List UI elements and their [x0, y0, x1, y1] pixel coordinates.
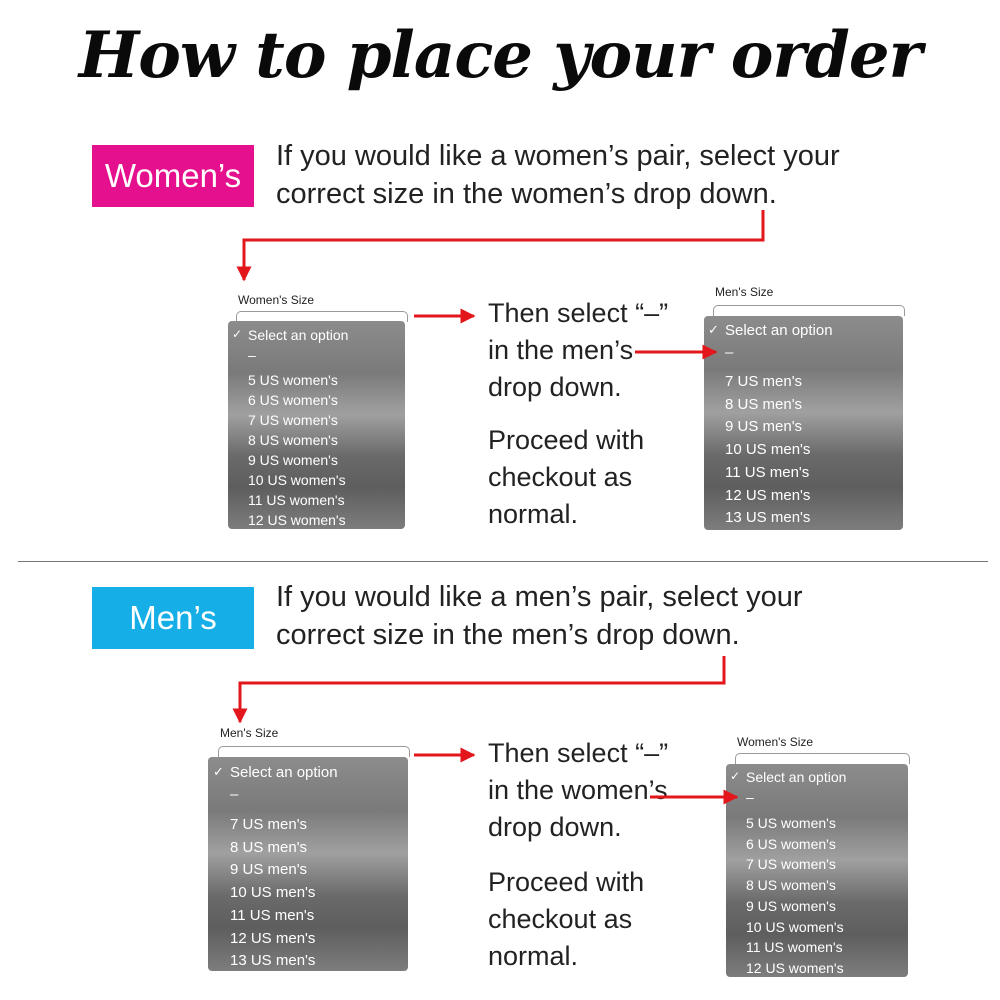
dropdown-option[interactable] [725, 344, 733, 361]
arrow-icon [240, 656, 724, 722]
proceed-line: normal. [488, 499, 579, 529]
dropdown-option-selected[interactable] [708, 322, 833, 339]
dropdown-option[interactable] [248, 432, 338, 448]
dropdown-option[interactable] [230, 884, 315, 901]
mens-instruction [276, 578, 803, 654]
dropdown-option[interactable] [248, 492, 345, 508]
dropdown-option-label: 10 US women's [248, 472, 346, 488]
dropdown-option[interactable] [725, 464, 809, 481]
proceed-line: Proceed with [488, 425, 645, 455]
dropdown-option-label: 13 US men's [725, 509, 811, 527]
womens-instruction [276, 137, 840, 213]
proceed-line: checkout as [488, 904, 633, 934]
dropdown-option[interactable] [230, 952, 315, 969]
mens-size-label: Men's Size [220, 726, 279, 740]
dropdown-option-label: Select an option [725, 322, 833, 339]
dropdown-option[interactable] [230, 907, 314, 924]
mens-badge: Men’s [92, 587, 254, 649]
checkmark-icon: ✓ [213, 764, 224, 779]
dropdown-option-label: 7 US men's [230, 816, 308, 833]
then-line: drop down. [488, 812, 622, 842]
then-line: Then select “–” [488, 298, 669, 328]
dropdown-option-label: 8 US women's [746, 877, 836, 894]
dropdown-option-label: 10 US women's [746, 918, 844, 935]
dropdown-option[interactable] [248, 512, 346, 528]
dropdown-option-label: 9 US women's [746, 897, 836, 914]
womens-size-dropdown-list[interactable] [726, 764, 908, 977]
proceed-line: Proceed with [488, 867, 645, 897]
womens-size-dropdown-list[interactable] [228, 321, 405, 529]
dropdown-option[interactable] [248, 472, 346, 488]
dropdown-option-label: 8 US women's [248, 432, 338, 448]
dropdown-option[interactable] [746, 939, 843, 955]
dropdown-option-selected[interactable] [730, 769, 847, 785]
dropdown-option-label: 13 US men's [230, 952, 316, 970]
dropdown-option[interactable] [725, 487, 810, 504]
dropdown-option-label: – [725, 344, 734, 361]
dropdown-option-label: – [746, 789, 754, 805]
dropdown-option[interactable] [746, 877, 836, 893]
dropdown-option-label: 7 US men's [725, 373, 803, 390]
dropdown-option-label: 9 US women's [248, 452, 338, 468]
dropdown-option[interactable] [725, 509, 810, 526]
dropdown-option[interactable] [248, 372, 338, 388]
dropdown-option-label: 5 US women's [746, 815, 836, 831]
dropdown-option-label: 11 US men's [230, 906, 315, 924]
dropdown-option-label: 5 US women's [248, 372, 338, 388]
instruction-line: If you would like a men’s pair, select your [276, 581, 803, 613]
mens-size-dropdown-list[interactable] [208, 757, 408, 971]
dropdown-option-label: 7 US women's [746, 856, 836, 873]
section-divider [18, 561, 988, 562]
dropdown-option-label: 12 US women's [746, 959, 844, 976]
womens-proceed-text [488, 422, 644, 533]
mens-size-dropdown-list[interactable] [704, 316, 903, 530]
dropdown-option-label: 9 US men's [230, 861, 308, 879]
dropdown-option-label: Select an option [248, 327, 349, 343]
instruction-line: correct size in the women’s drop down. [276, 178, 777, 210]
dropdown-option-selected[interactable] [232, 327, 349, 343]
dropdown-option-label: 11 US women's [746, 939, 843, 956]
dropdown-option[interactable] [746, 960, 844, 976]
dropdown-option-label: 12 US women's [248, 512, 346, 528]
dropdown-option[interactable] [248, 347, 256, 363]
dropdown-option[interactable] [230, 816, 307, 833]
womens-size-label: Women's Size [238, 293, 315, 307]
dropdown-option[interactable] [230, 786, 238, 803]
instruction-line: If you would like a women’s pair, select your [276, 140, 840, 172]
womens-size-select[interactable] [735, 753, 910, 764]
dropdown-option[interactable] [746, 898, 836, 914]
dropdown-option[interactable] [248, 412, 338, 428]
proceed-line: checkout as [488, 462, 633, 492]
womens-badge: Women’s [92, 145, 254, 207]
then-line: Then select “–” [488, 738, 669, 768]
dropdown-option[interactable] [248, 392, 338, 408]
dropdown-option-label: 8 US men's [725, 395, 803, 413]
dropdown-option-selected[interactable] [213, 764, 338, 781]
mens-size-select[interactable] [218, 746, 410, 757]
proceed-line: normal. [488, 941, 579, 971]
dropdown-option-label: 12 US men's [230, 929, 316, 947]
dropdown-option[interactable] [746, 789, 754, 805]
dropdown-option-label: – [248, 347, 256, 363]
dropdown-option-label: Select an option [746, 769, 847, 785]
dropdown-option[interactable] [230, 861, 307, 878]
page-title: How to place your order [78, 18, 922, 93]
dropdown-option-label: 6 US women's [248, 392, 338, 408]
dropdown-option[interactable] [230, 839, 307, 856]
checkmark-icon: ✓ [730, 769, 741, 783]
dropdown-option-label: 10 US men's [230, 884, 316, 902]
checkmark-icon: ✓ [708, 322, 719, 337]
dropdown-option[interactable] [746, 856, 836, 872]
dropdown-option[interactable] [746, 836, 836, 852]
arrow-icon [244, 210, 763, 280]
instruction-line: correct size in the men’s drop down. [276, 619, 740, 651]
mens-size-select[interactable] [713, 305, 905, 316]
dropdown-option-label: 8 US men's [230, 838, 308, 856]
dropdown-option-label: 11 US men's [725, 463, 810, 481]
dropdown-option[interactable] [725, 396, 802, 413]
dropdown-option[interactable] [725, 373, 802, 390]
dropdown-option-label: 11 US women's [248, 492, 345, 508]
then-line: drop down. [488, 372, 622, 402]
dropdown-option-label: 6 US women's [746, 835, 836, 852]
dropdown-option[interactable] [725, 441, 810, 458]
dropdown-option-label: – [230, 786, 239, 803]
then-line: in the women’s [488, 775, 668, 805]
dropdown-option[interactable] [725, 418, 802, 435]
womens-then-text [488, 295, 668, 406]
dropdown-option[interactable] [248, 452, 338, 468]
dropdown-option-label: Select an option [230, 764, 338, 781]
checkmark-icon: ✓ [232, 327, 243, 341]
womens-size-label: Women's Size [737, 735, 814, 749]
dropdown-option-label: 10 US men's [725, 441, 811, 459]
dropdown-option[interactable] [746, 815, 836, 831]
dropdown-option-label: 9 US men's [725, 418, 803, 436]
dropdown-option-label: 7 US women's [248, 412, 338, 428]
mens-proceed-text [488, 864, 644, 975]
dropdown-option[interactable] [746, 919, 844, 935]
dropdown-option-label: 12 US men's [725, 486, 811, 504]
dropdown-option[interactable] [230, 930, 315, 947]
then-line: in the men’s [488, 335, 634, 365]
mens-size-label: Men's Size [715, 285, 774, 299]
mens-then-text [488, 735, 668, 846]
